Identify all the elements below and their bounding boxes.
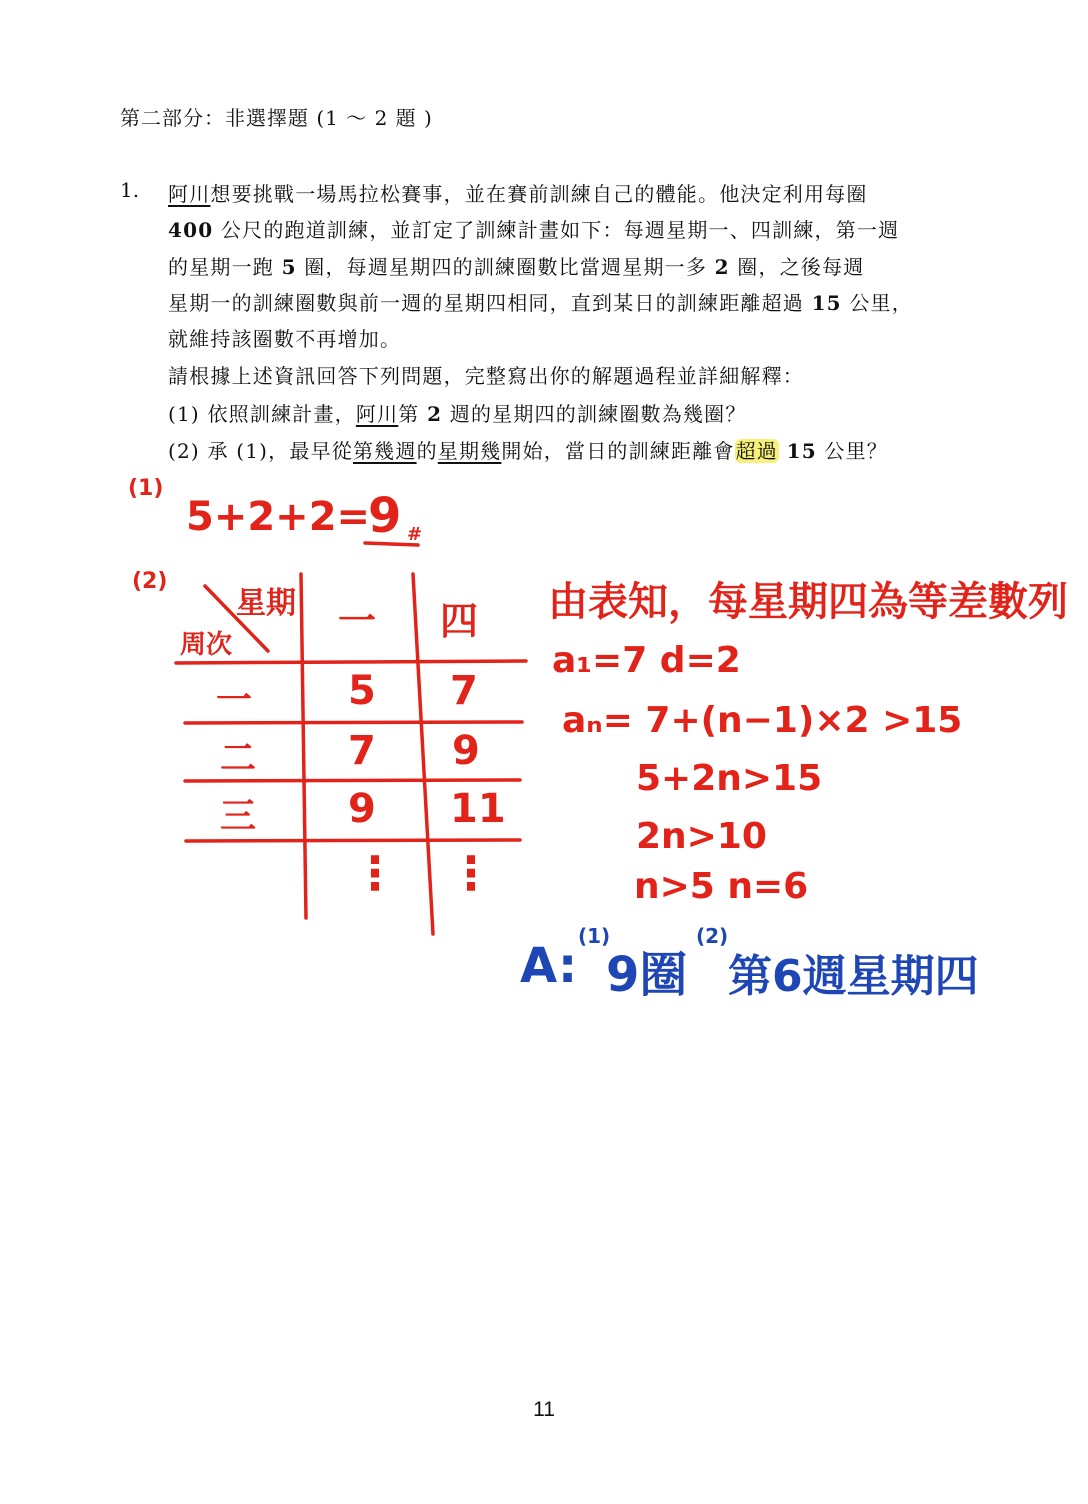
table-vline-1 <box>301 574 306 918</box>
answer-prefix: A: <box>520 938 578 994</box>
question-number: 1. <box>120 178 140 202</box>
question-line-4: 星期一的訓練圈數與前一週的星期四相同，直到某日的訓練距離超過 15 公里， <box>168 291 913 315</box>
part1-expression: 5+2+2= <box>186 494 371 540</box>
work-line-1: 由表知，每星期四為等差數列 <box>548 579 1068 625</box>
section-title: 第二部分：非選擇題 (1 ～ 2 題 ) <box>120 106 433 130</box>
sub-question-1: (1) 依照訓練計畫，阿川第 2 週的星期四的訓練圈數為幾圈？ <box>168 402 747 426</box>
highlighted-text: 超過 <box>735 439 779 463</box>
question-line-3: 的星期一跑 5 圈，每週星期四的訓練圈數比當週星期一多 2 圈，之後每週 <box>168 255 865 279</box>
part1-mark: # <box>407 524 423 545</box>
table-week-1: 一 <box>216 680 253 721</box>
question-line-2: 400 公尺的跑道訓練，並訂定了訓練計畫如下：每週星期一、四訓練，第一週 <box>168 218 900 242</box>
work-line-6: n>5 n=6 <box>634 866 809 907</box>
table-ellipsis-mon: ⋮ <box>352 846 398 900</box>
work-line-3: aₙ= 7+(n−1)×2 >15 <box>562 700 963 741</box>
table-cell-mon-1: 5 <box>348 668 376 714</box>
table-cell-thu-3: 11 <box>450 786 506 832</box>
answer-1: 9圈 <box>606 947 688 1003</box>
table-cell-mon-3: 9 <box>348 786 376 832</box>
part1-label: (1) <box>128 476 164 501</box>
part2-label: (2) <box>132 569 168 594</box>
page-number: 11 <box>533 1398 555 1421</box>
table-cell-mon-2: 7 <box>348 728 376 774</box>
table-hline-header <box>176 661 526 663</box>
table-ellipsis-thu: ⋮ <box>448 846 494 900</box>
question-line-5: 就維持該圈數不再增加。 <box>168 327 402 351</box>
table-cell-thu-2: 9 <box>452 728 480 774</box>
table-week-2: 二 <box>220 738 257 779</box>
answer-mark-2: (2) <box>696 924 729 948</box>
table-cell-thu-1: 7 <box>450 668 478 714</box>
work-line-2: a₁=7 d=2 <box>552 640 741 681</box>
table-vline-2 <box>413 574 433 934</box>
sub-question-2: (2) 承 (1)，最早從第幾週的星期幾開始，當日的訓練距離會超過 15 公里？ <box>168 439 888 463</box>
work-line-5: 2n>10 <box>636 816 767 857</box>
table-col-thursday: 四 <box>440 599 479 643</box>
table-header-week: 周次 <box>180 630 233 660</box>
table-week-3: 三 <box>220 796 257 837</box>
answer-mark-1: (1) <box>578 924 611 948</box>
answer-2: 第6週星期四 <box>728 951 979 1002</box>
table-col-monday: 一 <box>338 599 377 643</box>
work-line-4: 5+2n>15 <box>636 758 823 799</box>
instruction-line: 請根據上述資訊回答下列問題，完整寫出你的解題過程並詳細解釋： <box>168 364 804 388</box>
question-line-1: 阿川想要挑戰一場馬拉松賽事，並在賽前訓練自己的體能。他決定利用每圈 <box>168 182 868 206</box>
table-header-weekday: 星期 <box>236 586 296 621</box>
person-name: 阿川 <box>168 182 211 206</box>
part1-answer: 9 <box>368 488 402 544</box>
table-hline-3 <box>186 840 520 841</box>
